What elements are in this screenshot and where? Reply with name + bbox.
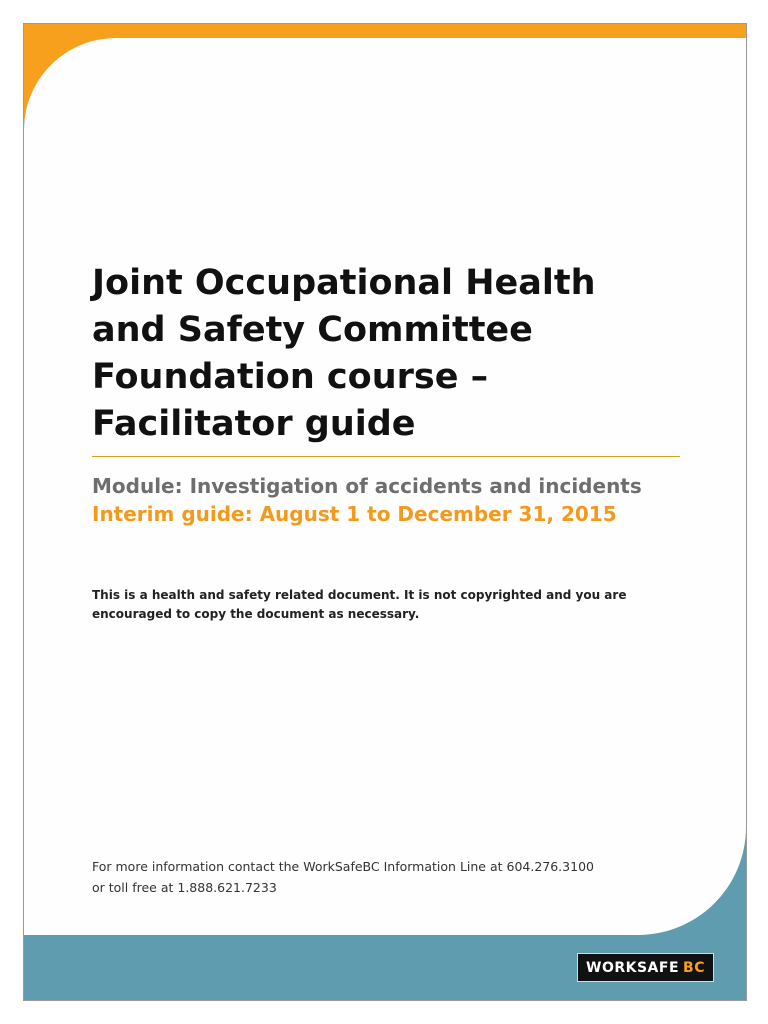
contact-info [92,856,672,898]
document-page [23,23,747,1001]
title-line: Joint Occupational Health [92,263,596,303]
worksafebc-logo [577,953,714,982]
document-title [92,260,692,448]
module-subtitle: Module: Investigation of accidents and incidents [92,474,642,498]
title-line: Facilitator guide [92,404,416,444]
logo-text-bc: BC [683,959,705,976]
interim-date-subtitle: Interim guide: August 1 to December 31, 2015 [92,502,617,526]
contact-line: or toll free at 1.888.621.7233 [92,880,277,895]
title-line: Foundation course – [92,357,489,397]
copyright-notice: This is a health and safety related document. It is not copyrighted and you are encouraged to copy the document as necessary. [92,588,627,621]
logo-text-worksafe: WORKSAFE [586,959,680,976]
title-line: and Safety Committee [92,310,533,350]
title-divider [92,456,680,457]
contact-line: For more information contact the WorkSafeBC Information Line at 604.276.3100 [92,859,594,874]
